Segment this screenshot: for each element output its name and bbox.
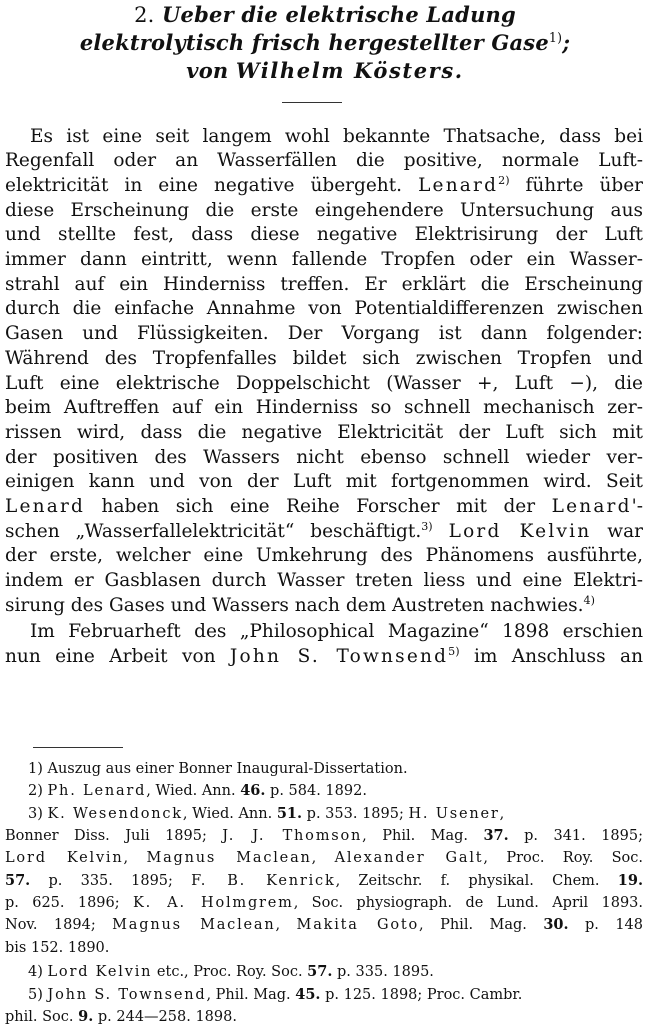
volume-number: 57. bbox=[5, 872, 31, 889]
text-run: , bbox=[499, 806, 505, 822]
footnote-marker: 2) bbox=[498, 173, 510, 187]
spaced-name: Ph. Lenard bbox=[47, 783, 147, 799]
text-run: einigen kann und von der Luft mit fortgenommen wird. Seit bbox=[5, 471, 643, 492]
footnote-marker: 5) bbox=[448, 644, 460, 658]
text-run: war bbox=[591, 521, 643, 542]
text-run: , Soc. physiograph. de Lund. April 1893. bbox=[293, 895, 644, 911]
body-text-line bbox=[30, 125, 643, 149]
footnote-line bbox=[28, 962, 643, 982]
text-run: Während des Tropfenfalles bildet sich zwischen Tropfen und bbox=[5, 348, 643, 369]
text-run bbox=[433, 521, 449, 542]
text-run: 3) bbox=[28, 806, 48, 822]
body-text-line bbox=[5, 199, 643, 223]
text-run: , Wied. Ann. bbox=[182, 806, 277, 822]
text-run: p. 244—258. 1898. bbox=[93, 1009, 237, 1025]
footnote-line bbox=[5, 893, 643, 913]
text-run: , bbox=[123, 850, 147, 866]
body-text-line bbox=[5, 396, 643, 420]
text-run: , Zeitschr. f. physikal. Chem. bbox=[335, 873, 618, 889]
text-run: immer dann eintritt, wenn fallende Tropfen oder ein Wasser- bbox=[5, 249, 643, 270]
text-run: Luft eine elektrische Doppelschicht (Wasser +, Luft −), die bbox=[5, 373, 643, 394]
text-run: p. 584. 1892. bbox=[265, 783, 367, 799]
text-run: führte über bbox=[509, 175, 643, 196]
footnote-line bbox=[28, 781, 643, 801]
text-run: beim Auftreffen auf ein Hinderniss so schnell mechanisch zer- bbox=[5, 397, 643, 418]
spaced-name: Lord Kelvin bbox=[47, 964, 153, 980]
text-run: sirung des Gases und Wassers nach dem Austreten nachwies. bbox=[5, 595, 584, 616]
body-text-line bbox=[5, 520, 643, 544]
body-text-line bbox=[5, 149, 643, 173]
volume-number: 37. bbox=[483, 827, 509, 844]
footnote-line bbox=[5, 938, 643, 958]
text-run: p. 125. 1898; Proc. Cambr. bbox=[320, 987, 523, 1003]
author-name: Wilhelm Kösters. bbox=[235, 58, 464, 83]
text-run: Regenfall oder an Wasserfällen die positive, normale Luft- bbox=[5, 150, 643, 171]
article-number: 2. bbox=[134, 3, 155, 27]
spaced-name: Alexander Galt bbox=[334, 850, 484, 866]
body-text-line bbox=[5, 495, 643, 519]
text-run: etc., Proc. Roy. Soc. bbox=[152, 964, 308, 980]
text-run: im Anschluss an bbox=[459, 646, 643, 667]
text-run: schen „Wasserfallelektricität“ beschäftigt. bbox=[5, 521, 422, 542]
volume-number: 57. bbox=[307, 963, 333, 980]
text-run: 4) bbox=[28, 964, 48, 980]
text-run: indem er Gasblasen durch Wasser treten liess und eine Elektri- bbox=[5, 570, 643, 591]
body-text-line bbox=[5, 421, 643, 445]
spaced-name: F. B. Kenrick bbox=[191, 873, 336, 889]
footnote-line bbox=[28, 759, 643, 779]
footnote-marker: 4) bbox=[583, 593, 595, 607]
text-run: 2) bbox=[28, 783, 48, 799]
text-run: , bbox=[275, 917, 297, 933]
text-run: 1) Auszug aus einer Bonner Inaugural-Dissertation. bbox=[28, 761, 408, 777]
volume-number: 9. bbox=[78, 1008, 94, 1025]
text-run: , Proc. Roy. Soc. bbox=[483, 850, 644, 866]
spaced-name: John S. Townsend bbox=[47, 987, 207, 1003]
spaced-name: Lord Kelvin bbox=[5, 850, 124, 866]
text-run: p. 353. 1895; bbox=[302, 806, 409, 822]
footnote-line bbox=[28, 804, 643, 824]
article-title-line-2 bbox=[0, 28, 650, 57]
text-run: und stellte fest, dass diese negative Elektrisirung der Luft bbox=[5, 224, 643, 245]
article-author-line bbox=[0, 56, 650, 85]
text-run: , Phil. Mag. bbox=[362, 828, 484, 844]
text-run: Es ist eine seit langem wohl bekannte Thatsache, dass bei bbox=[30, 126, 643, 147]
text-run: durch die einfache Annahme von Potentialdifferenzen zwischen bbox=[5, 298, 643, 319]
spaced-name: K. Wesendonck bbox=[47, 806, 183, 822]
footnote-line bbox=[5, 848, 643, 868]
text-run: rissen wird, dass die negative Elektricität der Luft sich mit bbox=[5, 422, 643, 443]
text-run: p. 148 bbox=[568, 917, 643, 933]
spaced-name: K. A. Holmgrem bbox=[133, 895, 294, 911]
spaced-name: H. Usener bbox=[408, 806, 500, 822]
text-run: Im Februarheft des „Philosophical Magazine“ 1898 erschien bbox=[30, 621, 643, 642]
body-text-line bbox=[5, 322, 643, 346]
text-run: , Wied. Ann. bbox=[146, 783, 241, 799]
text-run: der erste, welcher eine Umkehrung des Phänomens ausführte, bbox=[5, 545, 643, 566]
article-title-part-1: Ueber die elektrische Ladung bbox=[162, 2, 516, 27]
text-run: bis 152. 1890. bbox=[5, 940, 110, 956]
body-text-line bbox=[5, 372, 643, 396]
body-text-line bbox=[5, 544, 643, 568]
body-text-line bbox=[5, 446, 643, 470]
body-text-line bbox=[5, 223, 643, 247]
volume-number: 51. bbox=[276, 805, 303, 822]
article-title-line-1 bbox=[0, 0, 650, 30]
text-run: phil. Soc. bbox=[5, 1009, 79, 1025]
text-run: , bbox=[311, 850, 335, 866]
text-run: strahl auf ein Hinderniss treffen. Er erklärt die Erscheinung bbox=[5, 274, 643, 295]
footnote-separator-rule bbox=[33, 747, 123, 748]
text-run: p. 335. 1895; bbox=[30, 873, 192, 889]
body-text-line bbox=[5, 569, 643, 593]
footnote-line bbox=[5, 826, 643, 846]
footnote-line bbox=[5, 1007, 643, 1027]
text-run: Bonner Diss. Juli 1895; bbox=[5, 828, 223, 844]
text-run: 5) bbox=[28, 987, 48, 1003]
spaced-name: J. J. Thomson bbox=[222, 828, 363, 844]
body-text-line bbox=[30, 620, 643, 644]
text-run: '- bbox=[631, 496, 643, 517]
footnote-line bbox=[28, 985, 643, 1005]
text-run: haben sich eine Reihe Forscher mit der bbox=[85, 496, 552, 517]
body-text-line bbox=[5, 297, 643, 321]
text-run: der positiven des Wassers nicht ebenso schnell wieder ver- bbox=[5, 447, 643, 468]
spaced-name: Lord Kelvin bbox=[448, 521, 592, 542]
spaced-name: Lenard bbox=[5, 496, 86, 517]
text-run: diese Erscheinung die erste eingehendere Untersuchung aus bbox=[5, 200, 643, 221]
text-run: p. 335. 1895. bbox=[332, 964, 434, 980]
spaced-name: Magnus Maclean bbox=[112, 917, 276, 933]
body-text-line bbox=[5, 470, 643, 494]
text-run: p. 341. 1895; bbox=[508, 828, 643, 844]
footnote-line bbox=[5, 871, 643, 891]
title-footnote-marker: 1) bbox=[548, 30, 563, 45]
volume-number: 30. bbox=[543, 916, 569, 933]
spaced-name: Lenard bbox=[418, 175, 499, 196]
title-semicolon: ; bbox=[562, 30, 571, 55]
text-run: Nov. 1894; bbox=[5, 917, 113, 933]
body-text-line bbox=[5, 645, 643, 669]
spaced-name: Lenard bbox=[551, 496, 632, 517]
body-text-line bbox=[5, 174, 643, 198]
article-title-part-2: elektrolytisch frisch hergestellter Gase bbox=[79, 30, 549, 55]
text-run: , Phil. Mag. bbox=[206, 987, 296, 1003]
title-separator-rule bbox=[282, 102, 342, 103]
text-run: p. 625. 1896; bbox=[5, 895, 133, 911]
body-text-line bbox=[5, 273, 643, 297]
volume-number: 45. bbox=[295, 986, 321, 1003]
body-text-line bbox=[5, 248, 643, 272]
spaced-name: Makita Goto bbox=[296, 917, 420, 933]
spaced-name: John S. Townsend bbox=[229, 646, 449, 667]
body-text-line bbox=[5, 347, 643, 371]
volume-number: 46. bbox=[240, 782, 266, 799]
text-run: Gasen und Flüssigkeiten. Der Vorgang ist dann folgender: bbox=[5, 323, 643, 344]
footnote-line bbox=[5, 915, 643, 935]
volume-number: 19. bbox=[617, 872, 643, 889]
footnote-marker: 3) bbox=[421, 519, 433, 533]
text-run: , Phil. Mag. bbox=[419, 917, 544, 933]
spaced-name: Magnus Maclean bbox=[146, 850, 312, 866]
body-text-line bbox=[5, 594, 643, 618]
author-prefix: von bbox=[186, 58, 229, 83]
text-run: nun eine Arbeit von bbox=[5, 646, 230, 667]
text-run: elektricität in eine negative übergeht. bbox=[5, 175, 419, 196]
